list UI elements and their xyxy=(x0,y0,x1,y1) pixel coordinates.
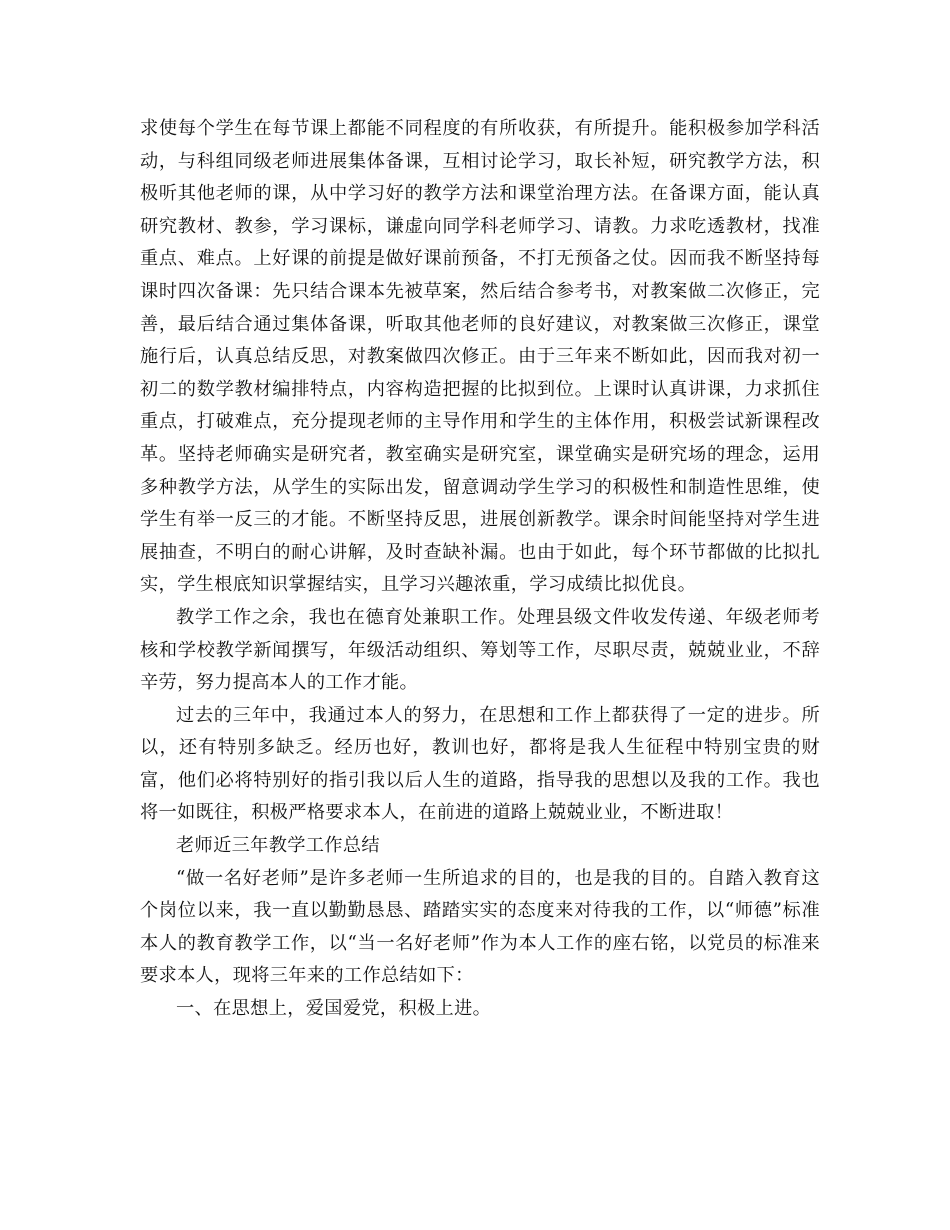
paragraph-introduction: “做一名好老师”是许多老师一生所追求的目的，也是我的目的。自踏入教育这个岗位以来，我一直以勤勤恳恳、踏踏实实的态度来对待我的工作，以“师德”标准本人的教育教学工作，以“当一名好老师”作为本人工作的座右铭，以党员的标准来要求本人，现将三年来的工作总结如下： xyxy=(140,867,820,987)
paragraph-three-year-reflection: 过去的三年中，我通过本人的努力，在思想和工作上都获得了一定的进步。所以，还有特别多缺乏。经历也好，教训也好，都将是我人生征程中特别宝贵的财富，他们必将特别好的指引我以后人生的道路，指导我的思想以及我的工作。我也将一如既往，积极严格要求本人，在前进的道路上兢兢业业，不断进取！ xyxy=(140,704,820,824)
section-heading: 老师近三年教学工作总结 xyxy=(176,835,380,857)
paragraph-ideology-point: 一、在思想上，爱国爱党，积极上进。 xyxy=(176,998,492,1020)
paragraph-moral-education-work: 教学工作之余，我也在德育处兼职工作。处理县级文件收发传递、年级老师考核和学校教学新闻撰写，年级活动组织、筹划等工作，尽职尽责，兢兢业业，不辞辛劳，努力提高本人的工作才能。 xyxy=(140,606,820,694)
document-body xyxy=(140,113,820,1026)
paragraph-teaching-methods: 求使每个学生在每节课上都能不同程度的有所收获，有所提升。能积极参加学科活动，与科组同级老师进展集体备课，互相讨论学习，取长补短，研究教学方法，积极听其他老师的课，从中学习好的教学方法和课堂治理方法。在备课方面，能认真研究教材、教参，学习课标，谦虚向同学科老师学习、请教。力求吃透教材，找准重点、难点。上好课的前提是做好课前预备，不打无预备之仗。因而我不断坚持每课时四次备课：先只结合课本先被草案，然后结合参考书，对教案做二次修正，完善，最后结合通过集体备课，听取其他老师的良好建议，对教案做三次修正，课堂施行后，认真总结反思，对教案做四次修正。由于三年来不断如此，因而我对初一初二的数学教材编排特点，内容构造把握的比拟到位。上课时认真讲课，力求抓住重点，打破难点，充分提现老师的主导作用和学生的主体作用，积极尝试新课程改革。坚持老师确实是研究者，教室确实是研究室，课堂确实是研究场的理念，运用多种教学方法，从学生的实际出发，留意调动学生学习的积极性和制造性思维，使学生有举一反三的才能。不断坚持反思，进展创新教学。课余时间能坚持对学生进展抽查，不明白的耐心讲解，及时查缺补漏。也由于如此，每个环节都做的比拟扎实，学生根底知识掌握结实，且学习兴趣浓重，学习成绩比拟优良。 xyxy=(140,118,820,596)
